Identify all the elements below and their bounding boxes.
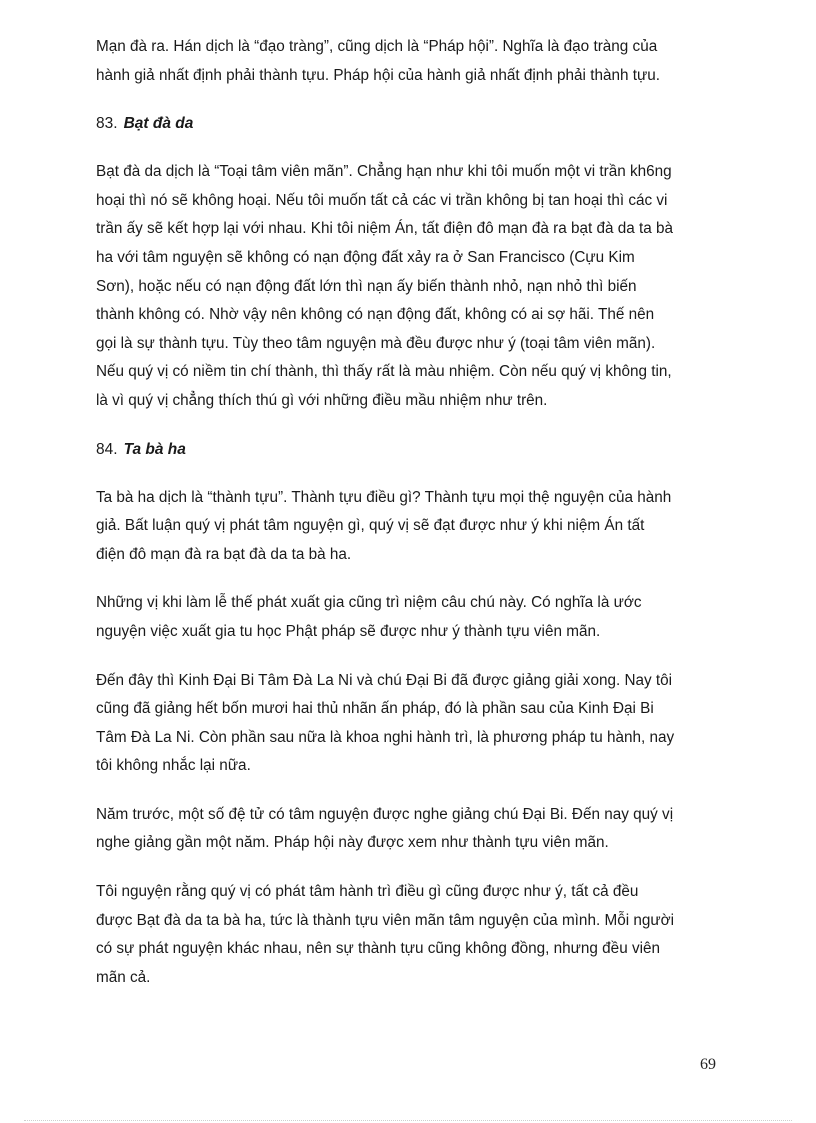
section-number: 84. bbox=[96, 440, 118, 458]
section-heading-83 bbox=[96, 110, 724, 138]
text-line: trần ấy sẽ kết hợp lại với nhau. Khi tôi niệm Án, tất điện đô mạn đà ra bạt đà da ta bà bbox=[96, 220, 674, 238]
text-line: Những vị khi làm lễ thế phát xuất gia cũng trì niệm câu chú này. Có nghĩa là ước bbox=[96, 594, 642, 612]
section-84-paragraph-5 bbox=[96, 878, 724, 992]
text-line: Bạt đà da dịch là “Toại tâm viên mãn”. Chẳng hạn như khi tôi muốn một vi trần kh6ng bbox=[96, 163, 672, 181]
text-line: hành giả nhất định phải thành tựu. Pháp hội của hành giả nhất định phải thành tựu. bbox=[96, 66, 660, 84]
text-line: Sơn), hoặc nếu có nạn động đất lớn thì nạn ấy biến thành nhỏ, nạn nhỏ thì biến bbox=[96, 277, 637, 295]
section-number: 83. bbox=[96, 115, 118, 133]
section-84-paragraph-3 bbox=[96, 667, 724, 781]
text-line: nguyện việc xuất gia tu học Phật pháp sẽ được như ý thành tựu viên mãn. bbox=[96, 622, 601, 640]
text-line: giả. Bất luận quý vị phát tâm nguyện gì, quý vị sẽ đạt được như ý khi niệm Án tất bbox=[96, 517, 645, 535]
section-84-paragraph-1 bbox=[96, 484, 724, 570]
document-page bbox=[96, 33, 724, 1012]
text-line: điện đô mạn đà ra bạt đà da ta bà ha. bbox=[96, 545, 352, 563]
text-line: Mạn đà ra. Hán dịch là “đạo tràng”, cũng dịch là “Pháp hội”. Nghĩa là đạo tràng của bbox=[96, 38, 658, 55]
text-line: Tôi nguyện rằng quý vị có phát tâm hành trì điều gì cũng được như ý, tất cả đều bbox=[96, 883, 639, 901]
text-line: thành không có. Nhờ vậy nên không có nạn động đất, không có ai sợ hãi. Thế nên bbox=[96, 306, 655, 324]
section-84-paragraph-4 bbox=[96, 801, 724, 858]
section-83-paragraph bbox=[96, 158, 724, 415]
text-line: Nếu quý vị có niềm tin chí thành, thì thấy rất là màu nhiệm. Còn nếu quý vị không tin, bbox=[96, 363, 672, 381]
section-84-paragraph-2 bbox=[96, 589, 724, 646]
page-number: 69 bbox=[700, 1056, 716, 1073]
text-line: mãn cả. bbox=[96, 968, 151, 986]
intro-paragraph bbox=[96, 33, 724, 90]
text-line: nghe giảng gần một năm. Pháp hội này được xem như thành tựu viên mãn. bbox=[96, 834, 609, 852]
section-heading-84 bbox=[96, 436, 724, 464]
section-title: Bạt đà da bbox=[123, 115, 194, 133]
text-line: cũng đã giảng hết bốn mươi hai thủ nhãn ấn pháp, đó là phần sau của Kinh Đại Bi bbox=[96, 700, 654, 718]
text-line: gọi là sự thành tựu. Tùy theo tâm nguyện mà đều được như ý (toại tâm viên mãn). bbox=[96, 334, 656, 352]
page-bottom-divider bbox=[24, 1120, 792, 1121]
text-line: là vì quý vị chẳng thích thú gì với những điều mầu nhiệm như trên. bbox=[96, 391, 548, 409]
section-title: Ta bà ha bbox=[123, 440, 186, 458]
text-line: Năm trước, một số đệ tử có tâm nguyện được nghe giảng chú Đại Bi. Đến nay quý vị bbox=[96, 805, 674, 823]
text-line: Ta bà ha dịch là “thành tựu”. Thành tựu điều gì? Thành tựu mọi thệ nguyện của hành bbox=[96, 488, 672, 506]
text-line: Tâm Đà La Ni. Còn phần sau nữa là khoa nghi hành trì, là phương pháp tu hành, nay bbox=[96, 728, 675, 746]
text-line: có sự phát nguyện khác nhau, nên sự thành tựu cũng không đồng, nhưng đều viên bbox=[96, 940, 661, 958]
text-line: hoại thì nó sẽ không hoại. Nếu tôi muốn tất cả các vi trần không bị tan hoại thì các vi bbox=[96, 191, 668, 209]
text-line: được Bạt đà da ta bà ha, tức là thành tựu viên mãn tâm nguyện của mình. Mỗi người bbox=[96, 911, 675, 929]
text-line: tôi không nhắc lại nữa. bbox=[96, 757, 251, 775]
text-line: Đến đây thì Kinh Đại Bi Tâm Đà La Ni và chú Đại Bi đã được giảng giải xong. Nay tôi bbox=[96, 671, 673, 689]
text-line: ha với tâm nguyện sẽ không có nạn động đất xảy ra ở San Francisco (Cựu Kim bbox=[96, 248, 635, 266]
